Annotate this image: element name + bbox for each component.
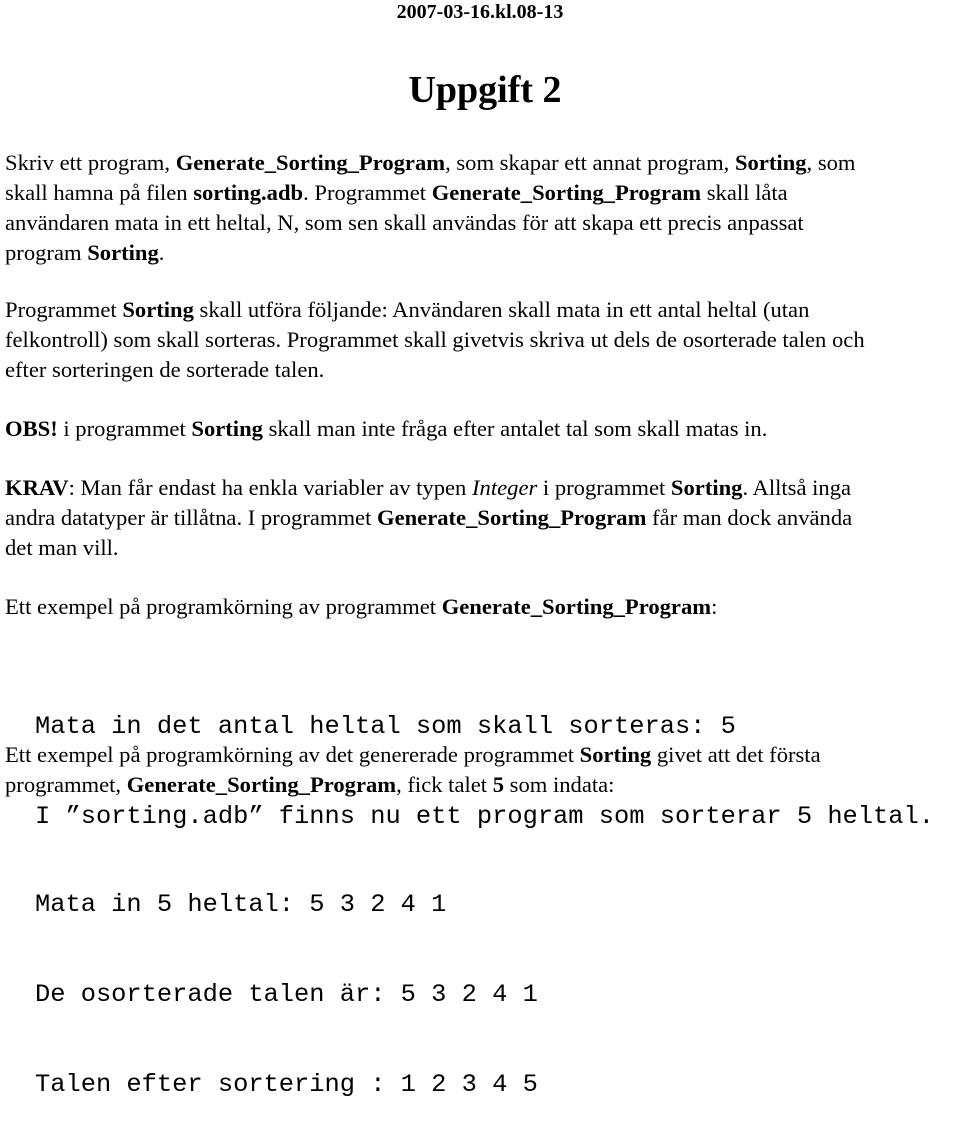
paragraph-krav: KRAV: Man får endast ha enkla variabler av typen Integer i programmet Sorting. Alltså inga andra datatyper är tillåtna. I programmet Generate_Sorting_Program får man dock använda det man vill.	[5, 475, 853, 560]
paragraph-example-2: Ett exempel på programkörning av det genererade programmet Sorting givet att det första programmet, Generate_Sorting_Program, fick talet 5 som indata:	[5, 742, 821, 797]
header-date: 2007-03-16.kl.08-13	[396, 1, 564, 23]
page-title: Uppgift 2	[408, 69, 562, 111]
code-line: De osorterade talen är: 5 3 2 4 1	[35, 980, 538, 1009]
paragraph-example-1: Ett exempel på programkörning av programmet Generate_Sorting_Program:	[5, 594, 718, 619]
code-line: I ”sorting.adb” finns nu ett program som sorterar 5 heltal.	[35, 802, 934, 831]
code-line: Mata in 5 heltal: 5 3 2 4 1	[35, 890, 447, 919]
code-line: Mata in det antal heltal som skall sorteras: 5	[35, 712, 736, 741]
paragraph-obs: OBS! i programmet Sorting skall man inte fråga efter antalet tal som skall matas in.	[5, 416, 768, 441]
code-line: Talen efter sortering : 1 2 3 4 5	[35, 1070, 538, 1099]
paragraph-intro: Skriv ett program, Generate_Sorting_Program, som skapar ett annat program, Sorting, som skall hamna på filen sorting.adb. Programmet Generate_Sorting_Program skall låta användaren mata in ett heltal, N, som sen skall användas för att skapa ett precis anpassat program Sorting.	[5, 150, 856, 265]
code-example-2	[35, 830, 538, 1130]
paragraph-sorting-description: Programmet Sorting skall utföra följande: Användaren skall mata in ett antal heltal (utan felkontroll) som skall sorteras. Programmet skall givetvis skriva ut dels de osorterade talen och efter sorteringen de sorterade talen.	[5, 297, 865, 382]
